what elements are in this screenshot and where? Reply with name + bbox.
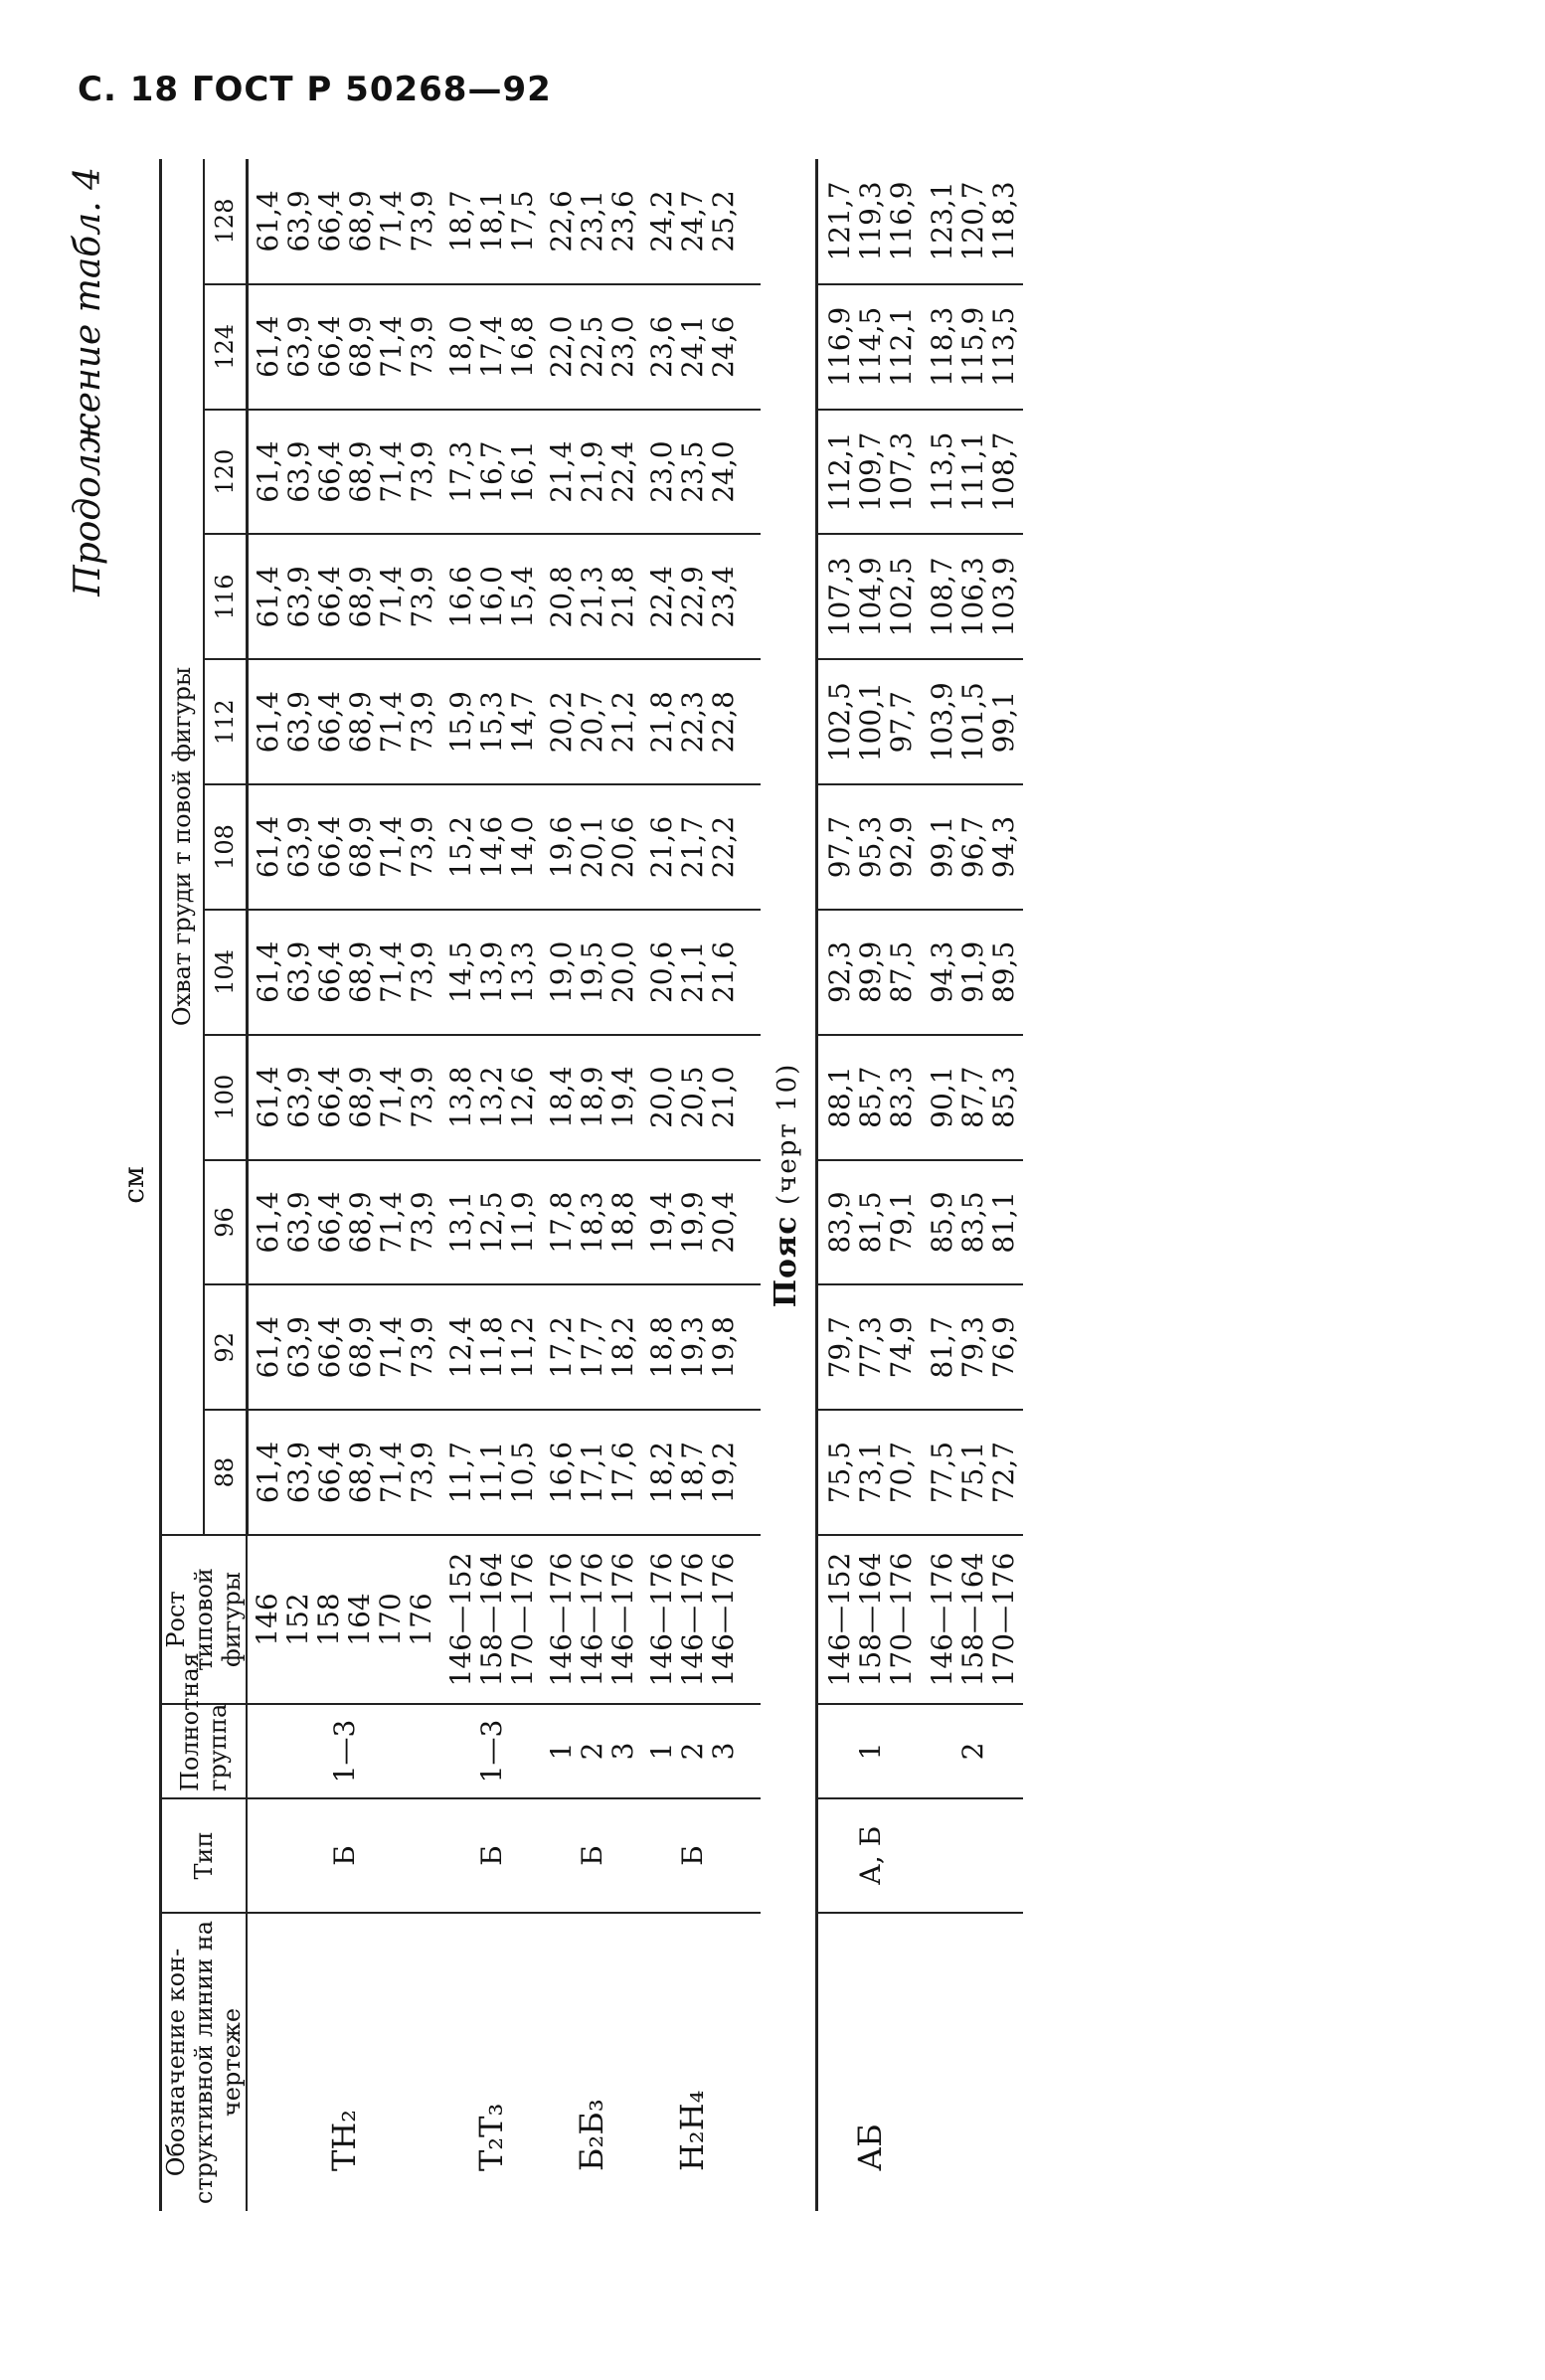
type-cell: Б — [642, 1798, 761, 1913]
fullness-cell: 1—3 — [441, 1704, 542, 1798]
header-chest-size: 92 — [204, 1284, 247, 1410]
value-cell: 16,6 17,1 17,6 — [542, 1410, 642, 1535]
value-cell: 61,4 63,9 66,4 68,9 71,4 73,9 — [247, 410, 441, 535]
table-row — [642, 159, 761, 2211]
value-cell: 103,9 101,5 99,1 — [921, 659, 1023, 784]
value-cell: 113,5 111,1 108,7 — [921, 410, 1023, 535]
value-cell: 61,4 63,9 66,4 68,9 71,4 73,9 — [251, 190, 438, 253]
value-cell: 11,7 11,1 10,5 — [441, 1410, 542, 1535]
rotated-table-area — [68, 159, 1452, 2211]
value-cell: 90,1 87,7 85,3 — [921, 1035, 1023, 1160]
value-cell: 23,6 24,1 24,6 — [642, 284, 761, 410]
value-cell: 107,3 104,9 102,5 — [816, 535, 921, 660]
header-chest-size: 100 — [204, 1035, 247, 1160]
value-cell: 61,4 63,9 66,4 68,9 71,4 73,9 — [247, 535, 441, 660]
table-row — [441, 159, 542, 2211]
table-row — [921, 159, 1023, 2211]
header-designation: Обозначение кон- структивной линии на чертеже — [161, 1913, 248, 2211]
designation-cell: Н₂Н₄ — [642, 1913, 761, 2211]
table-row — [816, 159, 921, 2211]
height-cell: 146—152 158—164 170—176 — [816, 1535, 921, 1704]
value-cell: 18,8 19,3 19,8 — [642, 1284, 761, 1410]
header-chest-size: 88 — [204, 1410, 247, 1535]
type-cell: Б — [247, 1798, 441, 1913]
value-cell: 75,5 73,1 70,7 — [816, 1410, 921, 1535]
fullness-cell: 1 — [816, 1704, 921, 1798]
value-cell: 116,9 114,5 112,1 — [816, 284, 921, 410]
value-cell: 21,4 21,9 22,4 — [542, 410, 642, 535]
value-cell: 61,4 63,9 66,4 68,9 71,4 73,9 — [247, 659, 441, 784]
value-cell: 18,7 18,1 17,5 — [443, 190, 539, 253]
units-label: см — [117, 1166, 150, 1204]
header-chest-size: 104 — [204, 910, 247, 1035]
height-cell: 146—176 158—164 170—176 — [921, 1535, 1023, 1704]
value-cell: 15,2 14,6 14,0 — [441, 784, 542, 910]
header-chest-size: 116 — [204, 535, 247, 660]
value-cell: 88,1 85,7 83,3 — [816, 1035, 921, 1160]
value-cell: 17,3 16,7 16,1 — [441, 410, 542, 535]
fullness-cell: 1—3 — [247, 1704, 441, 1798]
page-header: С. 18 ГОСТ Р 50268—92 — [78, 70, 552, 109]
section-note: (черт 10) — [772, 1062, 802, 1205]
value-cell: 20,2 20,7 21,2 — [542, 659, 642, 784]
table-row — [542, 159, 642, 2211]
header-fullness: Полнотная группа — [161, 1704, 248, 1798]
height-cell: 146 152 158 164 170 176 — [247, 1535, 441, 1704]
value-cell: 22,0 22,5 23,0 — [542, 284, 642, 410]
designation-cell: АБ — [816, 1913, 921, 2211]
value-cell: 79,7 77,3 74,9 — [816, 1284, 921, 1410]
header-chest-size: 112 — [204, 659, 247, 784]
value-cell: 13,1 12,5 11,9 — [441, 1160, 542, 1285]
value-cell: 18,0 17,4 16,8 — [441, 284, 542, 410]
value-cell: 77,5 75,1 72,7 — [921, 1410, 1023, 1535]
value-cell: 15,9 15,3 14,7 — [441, 659, 542, 784]
value-cell: 102,5 100,1 97,7 — [816, 659, 921, 784]
header-chest-size: 120 — [204, 410, 247, 535]
fullness-cell: 2 — [921, 1704, 1023, 1798]
header-chest-size: 96 — [204, 1160, 247, 1285]
value-cell: 19,4 19,9 20,4 — [642, 1160, 761, 1285]
header-chest-size: 108 — [204, 784, 247, 910]
value-cell: 12,4 11,8 11,2 — [441, 1284, 542, 1410]
height-cell: 146—176 146—176 146—176 — [642, 1535, 761, 1704]
value-cell: 61,4 63,9 66,4 68,9 71,4 73,9 — [247, 1035, 441, 1160]
section-row — [761, 159, 817, 2211]
value-cell: 61,4 63,9 66,4 68,9 71,4 73,9 — [247, 1284, 441, 1410]
value-cell: 81,7 79,3 76,9 — [921, 1284, 1023, 1410]
value-cell: 118,3 115,9 113,5 — [921, 284, 1023, 410]
height-cell: 146—152 158—164 170—176 — [441, 1535, 542, 1704]
header-chest-size: 128 — [204, 159, 247, 284]
value-cell: 112,1 109,7 107,3 — [816, 410, 921, 535]
value-cell: 94,3 91,9 89,5 — [921, 910, 1023, 1035]
designation-cell: Б₂Б₃ — [542, 1913, 642, 2211]
designation-cell: Т₂Т₃ — [441, 1913, 542, 2211]
type-cell: Б — [441, 1798, 542, 1913]
value-cell: 61,4 63,9 66,4 68,9 71,4 73,9 — [247, 284, 441, 410]
value-cell: 83,9 81,5 79,1 — [816, 1160, 921, 1285]
value-cell: 21,8 22,3 22,8 — [642, 659, 761, 784]
value-cell: 61,4 63,9 66,4 68,9 71,4 73,9 — [247, 1410, 441, 1535]
designation-cell: ТН₂ — [247, 1913, 441, 2211]
value-cell: 24,2 24,7 25,2 — [644, 190, 740, 253]
value-cell: 20,8 21,3 21,8 — [542, 535, 642, 660]
value-cell: 17,2 17,7 18,2 — [542, 1284, 642, 1410]
value-cell: 13,8 13,2 12,6 — [441, 1035, 542, 1160]
value-cell: 99,1 96,7 94,3 — [921, 784, 1023, 910]
designation-cell — [921, 1913, 1023, 2211]
value-cell: 22,4 22,9 23,4 — [642, 535, 761, 660]
fullness-cell: 1 2 3 — [642, 1704, 761, 1798]
value-cell: 17,8 18,3 18,8 — [542, 1160, 642, 1285]
value-cell: 23,0 23,5 24,0 — [642, 410, 761, 535]
value-cell: 61,4 63,9 66,4 68,9 71,4 73,9 — [247, 910, 441, 1035]
value-cell: 108,7 106,3 103,9 — [921, 535, 1023, 660]
value-cell: 97,7 95,3 92,9 — [816, 784, 921, 910]
header-chest-group: Охват груди т повой фигуры — [161, 159, 204, 1535]
value-cell: 18,2 18,7 19,2 — [642, 1410, 761, 1535]
type-cell: А, Б — [816, 1798, 921, 1913]
fullness-cell: 1 2 3 — [542, 1704, 642, 1798]
value-cell: 21,6 21,7 22,2 — [642, 784, 761, 910]
continuation-title: Продолжение табл. 4 — [68, 167, 108, 596]
value-cell: 20,0 20,5 21,0 — [642, 1035, 761, 1160]
header-type: Тип — [161, 1798, 248, 1913]
value-cell: 14,5 13,9 13,3 — [441, 910, 542, 1035]
value-cell: 16,6 16,0 15,4 — [441, 535, 542, 660]
value-cell: 61,4 63,9 66,4 68,9 71,4 73,9 — [247, 1160, 441, 1285]
height-cell: 146—176 146—176 146—176 — [542, 1535, 642, 1704]
header-chest-size: 124 — [204, 284, 247, 410]
header-height: Рост типовой фигуры — [161, 1535, 248, 1704]
value-cell: 92,3 89,9 87,5 — [816, 910, 921, 1035]
value-cell: 19,6 20,1 20,6 — [542, 784, 642, 910]
value-cell: 61,4 63,9 66,4 68,9 71,4 73,9 — [247, 784, 441, 910]
value-cell: 20,6 21,1 21,6 — [642, 910, 761, 1035]
section-name: Пояс — [768, 1215, 803, 1308]
type-cell — [921, 1798, 1023, 1913]
value-cell: 18,4 18,9 19,4 — [542, 1035, 642, 1160]
value-cell: 85,9 83,5 81,1 — [921, 1160, 1023, 1285]
type-cell: Б — [542, 1798, 642, 1913]
value-cell: 121,7 119,3 116,9 — [822, 181, 918, 261]
table-row — [247, 159, 441, 2211]
value-cell: 22,6 23,1 23,6 — [544, 190, 639, 253]
value-cell: 19,0 19,5 20,0 — [542, 910, 642, 1035]
data-table — [159, 159, 1023, 2211]
value-cell: 123,1 120,7 118,3 — [925, 181, 1020, 261]
section-title — [761, 159, 817, 2211]
